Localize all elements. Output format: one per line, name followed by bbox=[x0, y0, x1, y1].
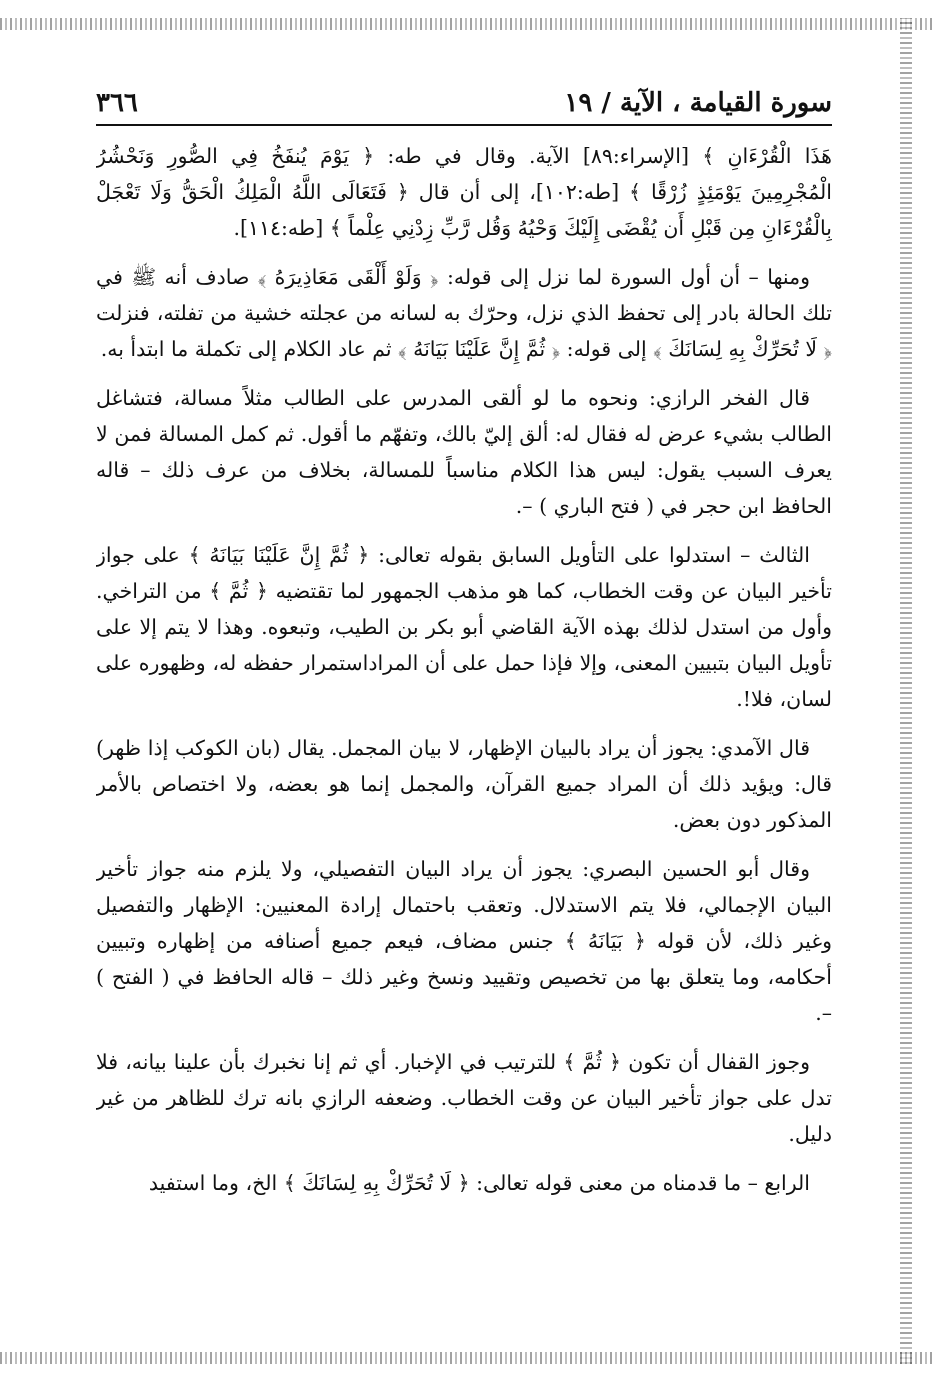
running-title: سورة القيامة ، الآية / ١٩ bbox=[564, 88, 832, 118]
bottom-ornamental-border bbox=[0, 1352, 934, 1364]
paragraph: ومنها – أن أول السورة لما نزل إلى قوله: ﴿ وَلَوْ أَلْقَى مَعَاذِيرَهُ ﴾ صادف أنه ﷺ في تلك الحالة بادر إلى تحفظ الذي نزل، وحرّك به لسانه من عجلته خشية من تفلته، فنزلت ﴿ لَا تُحَرِّكْ بِهِ لِسَانَكَ ﴾ إلى قوله: ﴿ ثُمَّ إِنَّ عَلَيْنَا بَيَانَهُ ﴾ ثم عاد الكلام إلى تكملة ما ابتدأ به. bbox=[96, 265, 832, 361]
page-number: ٣٦٦ bbox=[96, 88, 138, 118]
paragraph: وقال أبو الحسين البصري: يجوز أن يراد البيان التفصيلي، ولا يلزم منه جواز تأخير البيان الإجمالي، فلا يتم الاستدلال. وتعقب باحتمال إرادة المعنيين: الإظهار والتفصيل وغير ذلك، لأن قوله ﴿ بَيَانَهُ ﴾ جنس مضاف، فيعم جميع أصنافه من إظهاره وتبيين أحكامه، وما يتعلق بها من تخصيص وتقييد ونسخ وغير ذلك – قاله الحافظ في ( الفتح ) –. bbox=[96, 857, 832, 1025]
right-ornamental-border bbox=[900, 18, 912, 1364]
paragraph: الثالث – استدلوا على التأويل السابق بقوله تعالى: ﴿ ثُمَّ إِنَّ عَلَيْنَا بَيَانَهُ ﴾ على جواز تأخير البيان عن وقت الخطاب، كما هو مذهب الجمهور لما تقتضيه ﴿ ثُمَّ ﴾ من التراخي. وأول من استدل لذلك بهذه الآية القاضي أبو بكر بن الطيب، وتبعوه. وهذا لا يتم إلا على تأويل البيان بتبيين المعنى، وإلا فإذا حمل على أن المراداستمرار حفظه له، وظهوره على لسان، فلا!. bbox=[96, 543, 832, 711]
paragraph: قال الفخر الرازي: ونحوه ما لو ألقى المدرس على الطالب مثلاً مسالة، فتشاغل الطالب بشيء عرض له فقال له: ألق إليّ بالك، وتفهّم ما أقول. ثم كمل المسالة فمن لا يعرف السبب يقول: ليس هذا الكلام مناسباً للمسالة، بخلاف من عرف ذلك – قاله الحافظ ابن حجر في ( فتح الباري ) –. bbox=[96, 386, 832, 518]
paragraph: الرابع – ما قدمناه من معنى قوله تعالى: ﴿ لَا تُحَرِّكْ بِهِ لِسَانَكَ ﴾ الخ، وما استفيد bbox=[148, 1171, 810, 1195]
paragraph: وجوز القفال أن تكون ﴿ ثُمَّ ﴾ للترتيب في الإخبار. أي ثم إنا نخبرك بأن علينا بيانه، فلا تدل على جواز تأخير البيان عن وقت الخطاب. وضعفه الرازي بانه ترك للظاهر من غير دليل. bbox=[96, 1050, 832, 1146]
header-rule bbox=[96, 124, 832, 126]
page-body bbox=[96, 138, 832, 1328]
top-ornamental-border bbox=[0, 18, 934, 30]
page-header bbox=[96, 78, 832, 118]
paragraph: هَذَا الْقُرْءَانِ ﴾ [الإسراء:٨٩] الآية. وقال في طه: ﴿ يَوْمَ يُنفَخُ فِي الصُّورِ وَنَحْشُرُ الْمُجْرِمِينَ يَوْمَئِذٍ زُرْقًا ﴾ [طه:١٠٢]، إلى أن قال ﴿ فَتَعَالَى اللَّهُ الْمَلِكُ الْحَقُّ وَلَا تَعْجَلْ بِالْقُرْءَانِ مِن قَبْلِ أَن يُقْضَى إِلَيْكَ وَحْيُهُ وَقُل رَّبِّ زِدْنِي عِلْماً ﴾ [طه:١١٤]. bbox=[96, 144, 832, 240]
paragraph: قال الآمدي: يجوز أن يراد بالبيان الإظهار، لا بيان المجمل. يقال (بان الكوكب إذا ظهر) قال: ويؤيد ذلك أن المراد جميع القرآن، والمجمل إنما هو بعضه، ولا اختصاص بالأمر المذكور دون بعض. bbox=[96, 736, 832, 832]
